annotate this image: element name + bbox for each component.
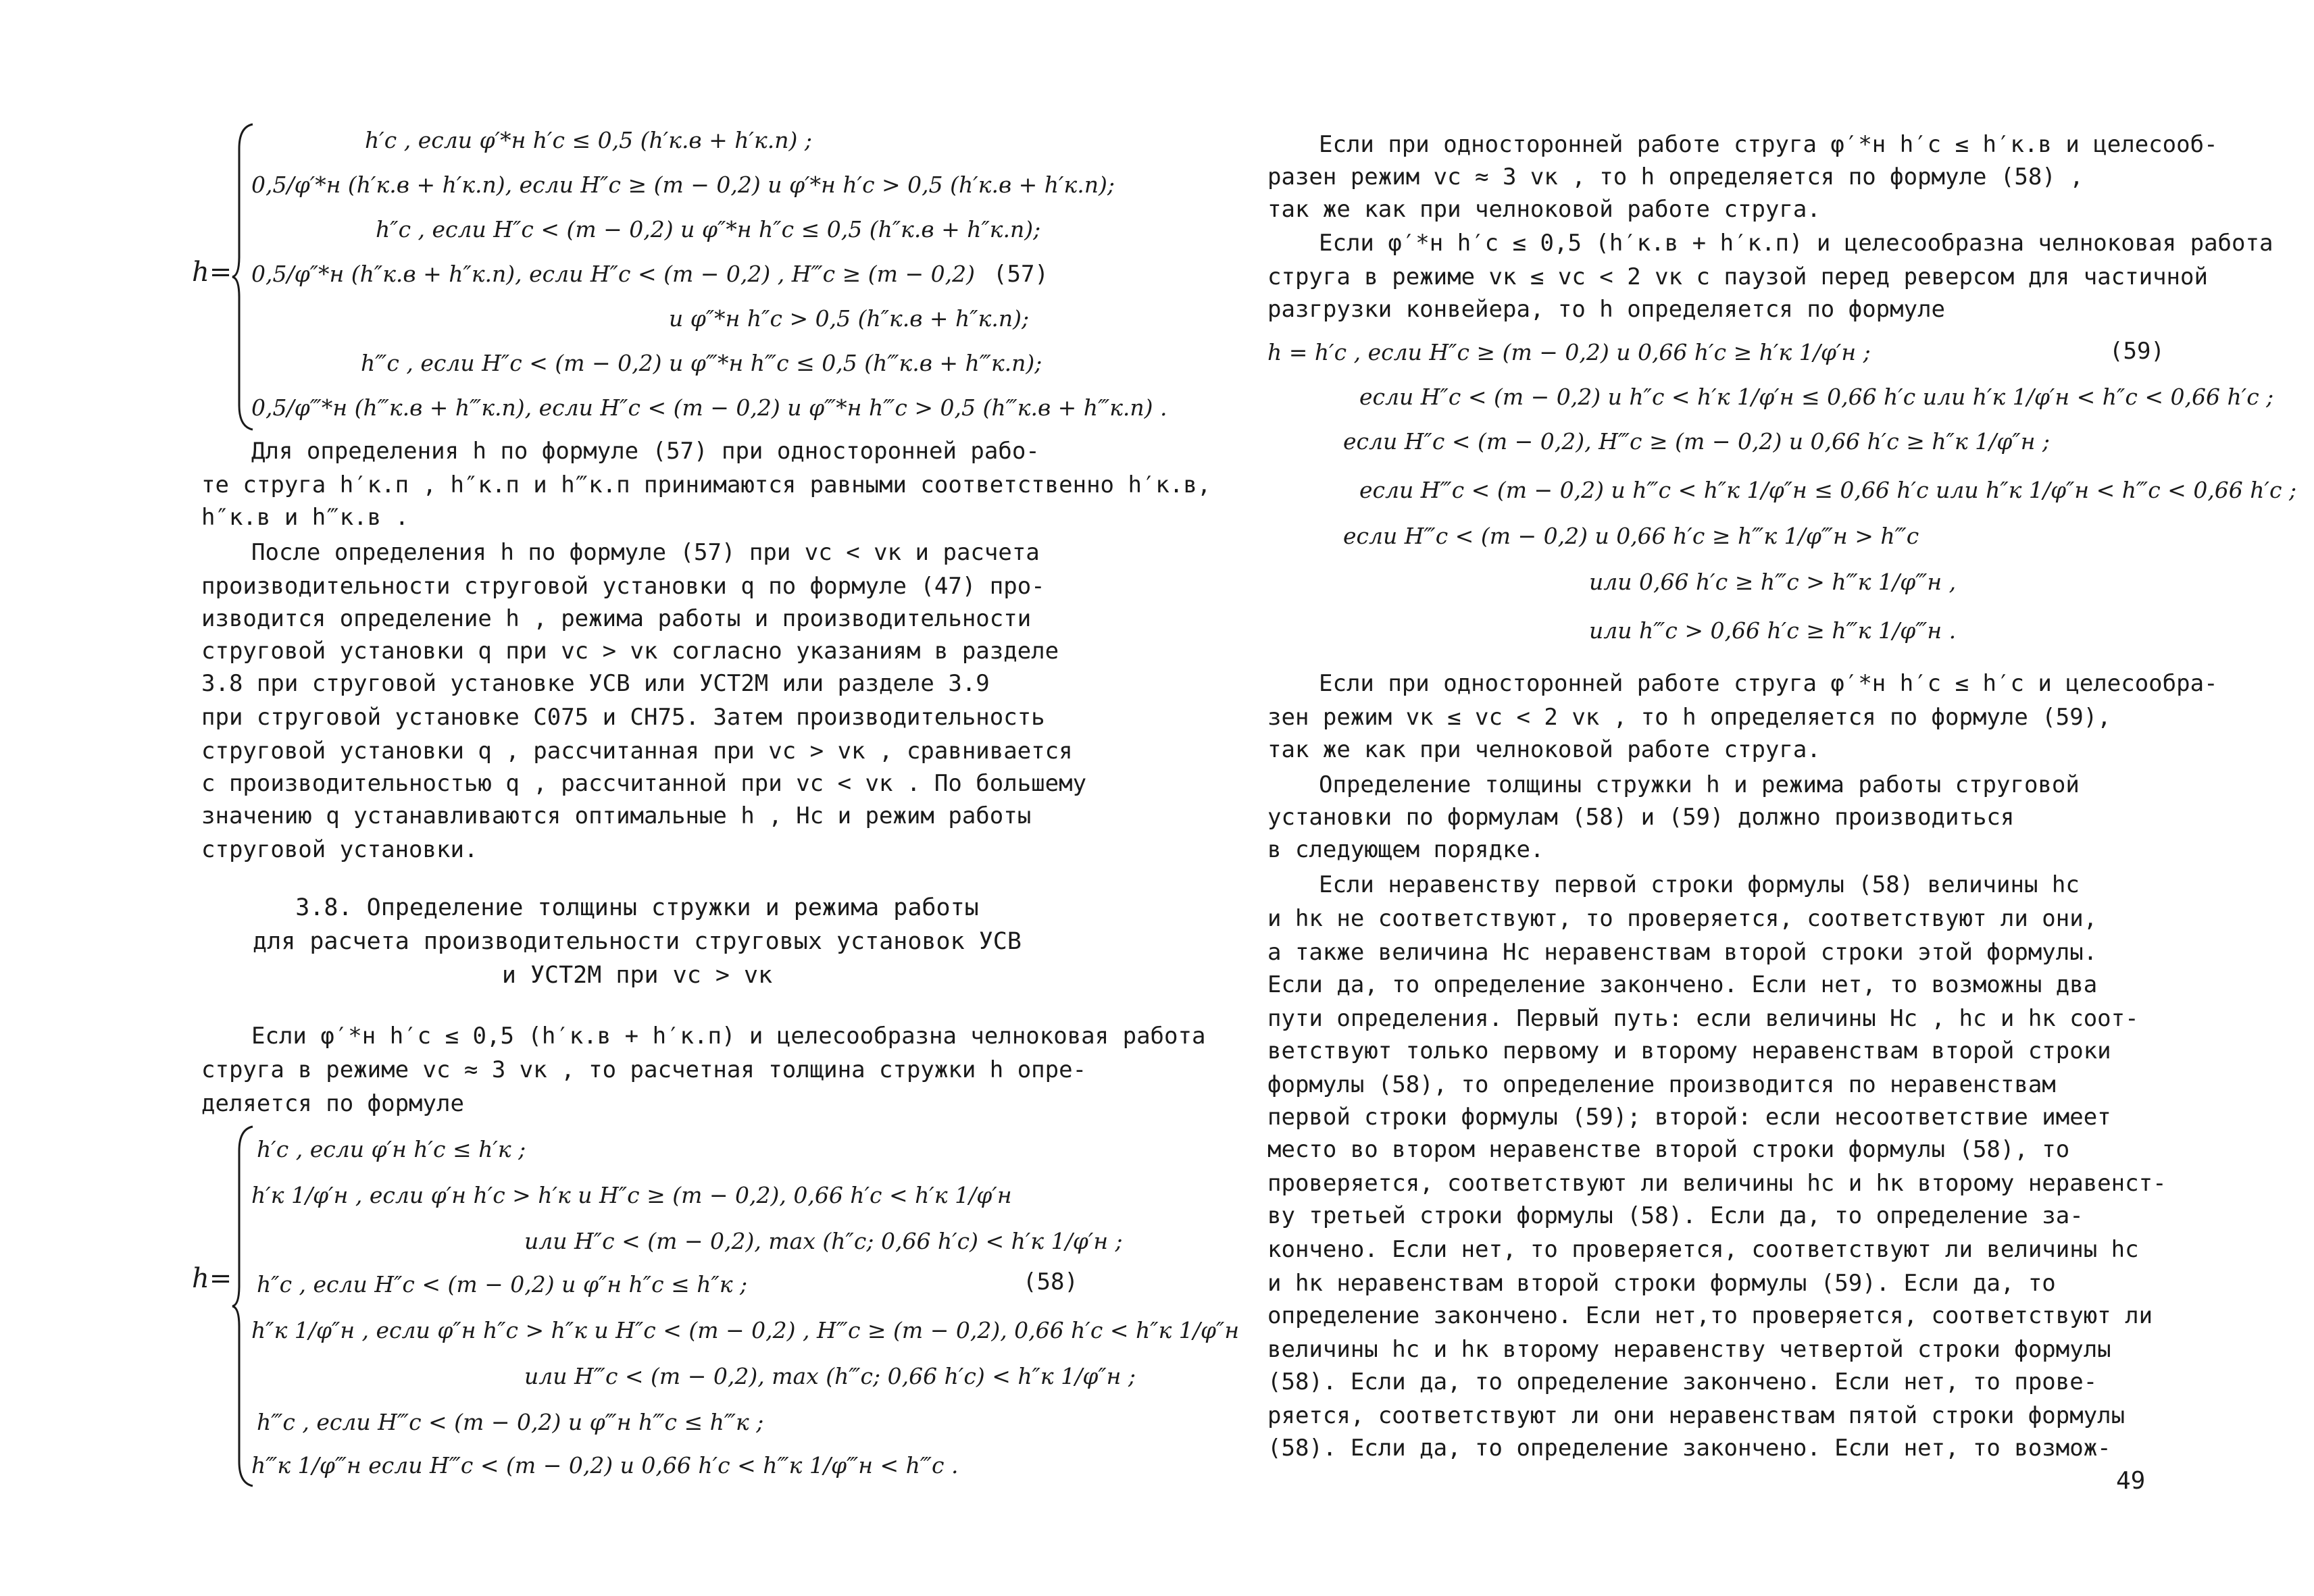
formula-57-line-3: h″с , если H″с < (m − 0,2) и φ″*н h″с ≤ 0,5 (h″к.в + h″к.п); (376, 216, 1041, 242)
formula-58-line-5: h″к 1/φ″н , если φ″н h″с > h″к и H″с < (m − 0,2) , H‴с ≥ (m − 0,2), 0,66 h′с < h″к 1/φ″н (251, 1317, 1240, 1343)
right-para5-line-7: формулы (58), то определение производится по неравенствам (1267, 1071, 2056, 1098)
left-para2-line-2: производительности струговой установки q по формуле (47) про- (201, 573, 1045, 600)
left-para2-line-3: изводится определение h , режима работы и производительности (201, 605, 1032, 632)
right-para5-line-16: (58). Если да, то определение закончено. Если нет, то прове- (1267, 1368, 2098, 1395)
formula-57-line-5: и φ″*н h″с > 0,5 (h″к.в + h″к.п); (669, 305, 1030, 332)
formula-57-line-6: h‴с , если H″с < (m − 0,2) и φ‴*н h‴с ≤ 0,5 (h‴к.в + h‴к.п); (361, 350, 1042, 376)
left-para2-line-7: струговой установки q , рассчитанная при vс > vк , сравнивается (201, 738, 1073, 765)
right-para5-line-6: ветствуют только первому и второму неравенствам второй строки (1267, 1037, 2111, 1064)
left-para1-line-2: те струга h′к.п , h″к.п и h‴к.п принимаются равными соответственно h′к.в, (201, 471, 1211, 498)
left-para2-line-8: с производительностью q , рассчитанной при vс < vк . По большему (201, 770, 1087, 797)
formula-57-line-2: 0,5/φ′*н (h′к.в + h′к.п), если H″с ≥ (m − 0,2) и φ′*н h′с > 0,5 (h′к.в + h′к.п); (251, 172, 1115, 198)
formula-57-line-4: 0,5/φ″*н (h″к.в + h″к.п), если H″с < (m − 0,2) , H‴с ≥ (m − 0,2) (251, 261, 975, 287)
formula-59-number: (59) (2109, 338, 2165, 365)
formula-57-line-1: h′с , если φ′*н h′с ≤ 0,5 (h′к.в + h′к.п) ; (365, 127, 812, 153)
right-para4-line-1: Определение толщины стружки h и режима работы струговой (1319, 771, 2080, 798)
right-para5-line-4: Если да, то определение закончено. Если нет, то возможны два (1267, 971, 2098, 998)
formula-58-line-8: h‴к 1/φ‴н если H‴с < (m − 0,2) и 0,66 h′с < h‴к 1/φ‴н < h‴с . (251, 1452, 959, 1478)
right-para2-line-3: разгрузки конвейера, то h определяется по формуле (1267, 296, 1946, 323)
right-para5-line-11: ву третьей строки формулы (58). Если да, то определение за- (1267, 1202, 2084, 1229)
right-para5-line-12: кончено. Если нет, то проверяется, соответствуют ли величины hс (1267, 1236, 2139, 1263)
right-para5-line-5: пути определения. Первый путь: если величины Hс , hс и hк соот- (1267, 1005, 2139, 1032)
formula-59-line-3: если H″с < (m − 0,2), H‴с ≥ (m − 0,2) и 0,66 h′с ≥ h″к 1/φ″н ; (1343, 428, 2051, 455)
right-para5-line-14: определение закончено. Если нет,то проверяется, соответствуют ли (1267, 1302, 2153, 1329)
left-para2-line-9: значению q устанавливаются оптимальные h , Hс и режим работы (201, 802, 1032, 829)
left-para2-line-1: После определения h по формуле (57) при vс < vк и расчета (251, 539, 1040, 566)
right-para2-line-2: струга в режиме vк ≤ vс < 2 vк с паузой перед реверсом для частичной (1267, 263, 2208, 290)
formula-57-variable: h= (192, 257, 232, 288)
right-para5-line-3: а также величина Hс неравенствам второй строки этой формулы. (1267, 939, 2098, 966)
right-para4-line-2: установки по формулам (58) и (59) должно производиться (1267, 804, 2015, 831)
formula-58-line-4: h″с , если H″с < (m − 0,2) и φ″н h″с ≤ h″к ; (257, 1271, 748, 1297)
formula-58-number: (58) (1023, 1268, 1078, 1295)
right-para5-line-18: (58). Если да, то определение закончено. Если нет, то возмож- (1267, 1435, 2111, 1462)
left-para3-line-1: Если φ′*н h′с ≤ 0,5 (h′к.в + h′к.п) и целесообразна челноковая работа (251, 1023, 1206, 1050)
formula-59-line-5: если H‴с < (m − 0,2) и 0,66 h′с ≥ h‴к 1/φ‴н > h‴с (1343, 523, 1919, 549)
right-page (1157, 0, 2314, 1596)
formula-59-line-6: или 0,66 h′с ≥ h‴с > h‴к 1/φ‴н , (1589, 569, 1957, 595)
left-para1-line-3: h″к.в и h‴к.в . (201, 504, 409, 531)
right-para1-line-2: разен режим vс ≈ 3 vк , то h определяется по формуле (58) , (1267, 163, 2084, 190)
right-para5-line-10: проверяется, соответствуют ли величины hс и hк второму неравенст- (1267, 1170, 2167, 1197)
formula-58-line-3: или H″с < (m − 0,2), max (h″с; 0,66 h′с) < h′к 1/φ′н ; (524, 1228, 1123, 1254)
formula-58-line-2: h′к 1/φ′н , если φ′н h′с > h′к и H″с ≥ (m − 0,2), 0,66 h′с < h′к 1/φ′н (251, 1182, 1012, 1208)
left-para3-line-3: деляется по формуле (201, 1090, 464, 1117)
left-para2-line-10: струговой установки. (201, 836, 478, 863)
formula-59-line-7: или h‴с > 0,66 h′с ≥ h‴к 1/φ‴н . (1589, 617, 1957, 644)
section-heading-line-1: 3.8. Определение толщины стружки и режима работы (295, 894, 979, 921)
section-heading-line-3: и УСТ2М при vс > vк (501, 962, 773, 989)
right-para5-line-13: и hк неравенствам второй строки формулы (59). Если да, то (1267, 1270, 2056, 1297)
formula-57-line-7: 0,5/φ‴*н (h‴к.в + h‴к.п), если H″с < (m − 0,2) и φ‴*н h‴с > 0,5 (h‴к.в + h‴к.п) . (251, 394, 1167, 421)
right-para1-line-3: так же как при челноковой работе струга. (1267, 196, 1821, 223)
formula-58-line-1: h′с , если φ′н h′с ≤ h′к ; (257, 1136, 526, 1162)
right-para5-line-9: место во втором неравенстве второй строки формулы (58), то (1267, 1136, 2070, 1163)
left-para2-line-5: 3.8 при струговой установке УСВ или УСТ2М или разделе 3.9 (201, 670, 990, 697)
right-para3-line-2: зен режим vк ≤ vс < 2 vк , то h определяется по формуле (59), (1267, 704, 2111, 731)
right-para5-line-1: Если неравенству первой строки формулы (58) величины hс (1319, 871, 2080, 898)
formula-58-line-6: или H‴с < (m − 0,2), max (h‴с; 0,66 h′с) < h″к 1/φ″н ; (524, 1363, 1136, 1389)
right-para1-line-1: Если при односторонней работе струга φ′*н h′с ≤ h′к.в и целесооб- (1319, 131, 2218, 158)
left-para2-line-6: при струговой установке С075 и СН75. Затем производительность (201, 704, 1045, 731)
formula-58-brace (230, 1124, 257, 1489)
formula-59-line-2: если H″с < (m − 0,2) и h″с < h′к 1/φ′н ≤ 0,66 h′с или h′к 1/φ′н < h″с < 0,66 h′с ; (1359, 384, 2274, 410)
formula-59-line-4: если H‴с < (m − 0,2) и h‴с < h″к 1/φ″н ≤ 0,66 h′с или h″к 1/φ″н < h‴с < 0,66 h′с ; (1359, 477, 2297, 503)
formula-57-number: (57) (993, 261, 1049, 288)
right-para5-line-17: ряется, соответствуют ли они неравенствам пятой строки формулы (1267, 1402, 2126, 1429)
section-heading-line-2: для расчета производительности струговых установок УСВ (253, 928, 1022, 955)
right-para5-line-2: и hк не соответствуют, то проверяется, соответствуют ли они, (1267, 905, 2098, 932)
left-para3-line-2: струга в режиме vс ≈ 3 vк , то расчетная толщина стружки h опре- (201, 1056, 1087, 1083)
formula-59-line-1: h = h′с , если H″с ≥ (m − 0,2) и 0,66 h′с ≥ h′к 1/φ′н ; (1267, 339, 1871, 365)
formula-58-variable: h= (192, 1263, 232, 1294)
right-para5-line-15: величины hс и hк второму неравенству четвертой строки формулы (1267, 1336, 2111, 1363)
right-para3-line-1: Если при односторонней работе струга φ′*н h′с ≤ h′с и целесообра- (1319, 670, 2218, 697)
page-number: 49 (2116, 1467, 2146, 1495)
left-para1-line-1: Для определения h по формуле (57) при односторонней рабо- (251, 438, 1040, 465)
left-para2-line-4: струговой установки q при vс > vк согласно указаниям в разделе (201, 638, 1059, 665)
right-para2-line-1: Если φ′*н h′с ≤ 0,5 (h′к.в + h′к.п) и целесообразна челноковая работа (1319, 230, 2273, 257)
right-para3-line-3: так же как при челноковой работе струга. (1267, 736, 1821, 763)
right-para4-line-3: в следующем порядке. (1267, 836, 1544, 863)
right-para5-line-8: первой строки формулы (59); второй: если несоответствие имеет (1267, 1104, 2111, 1131)
formula-58-line-7: h‴с , если H‴с < (m − 0,2) и φ‴н h‴с ≤ h‴к ; (257, 1409, 764, 1435)
